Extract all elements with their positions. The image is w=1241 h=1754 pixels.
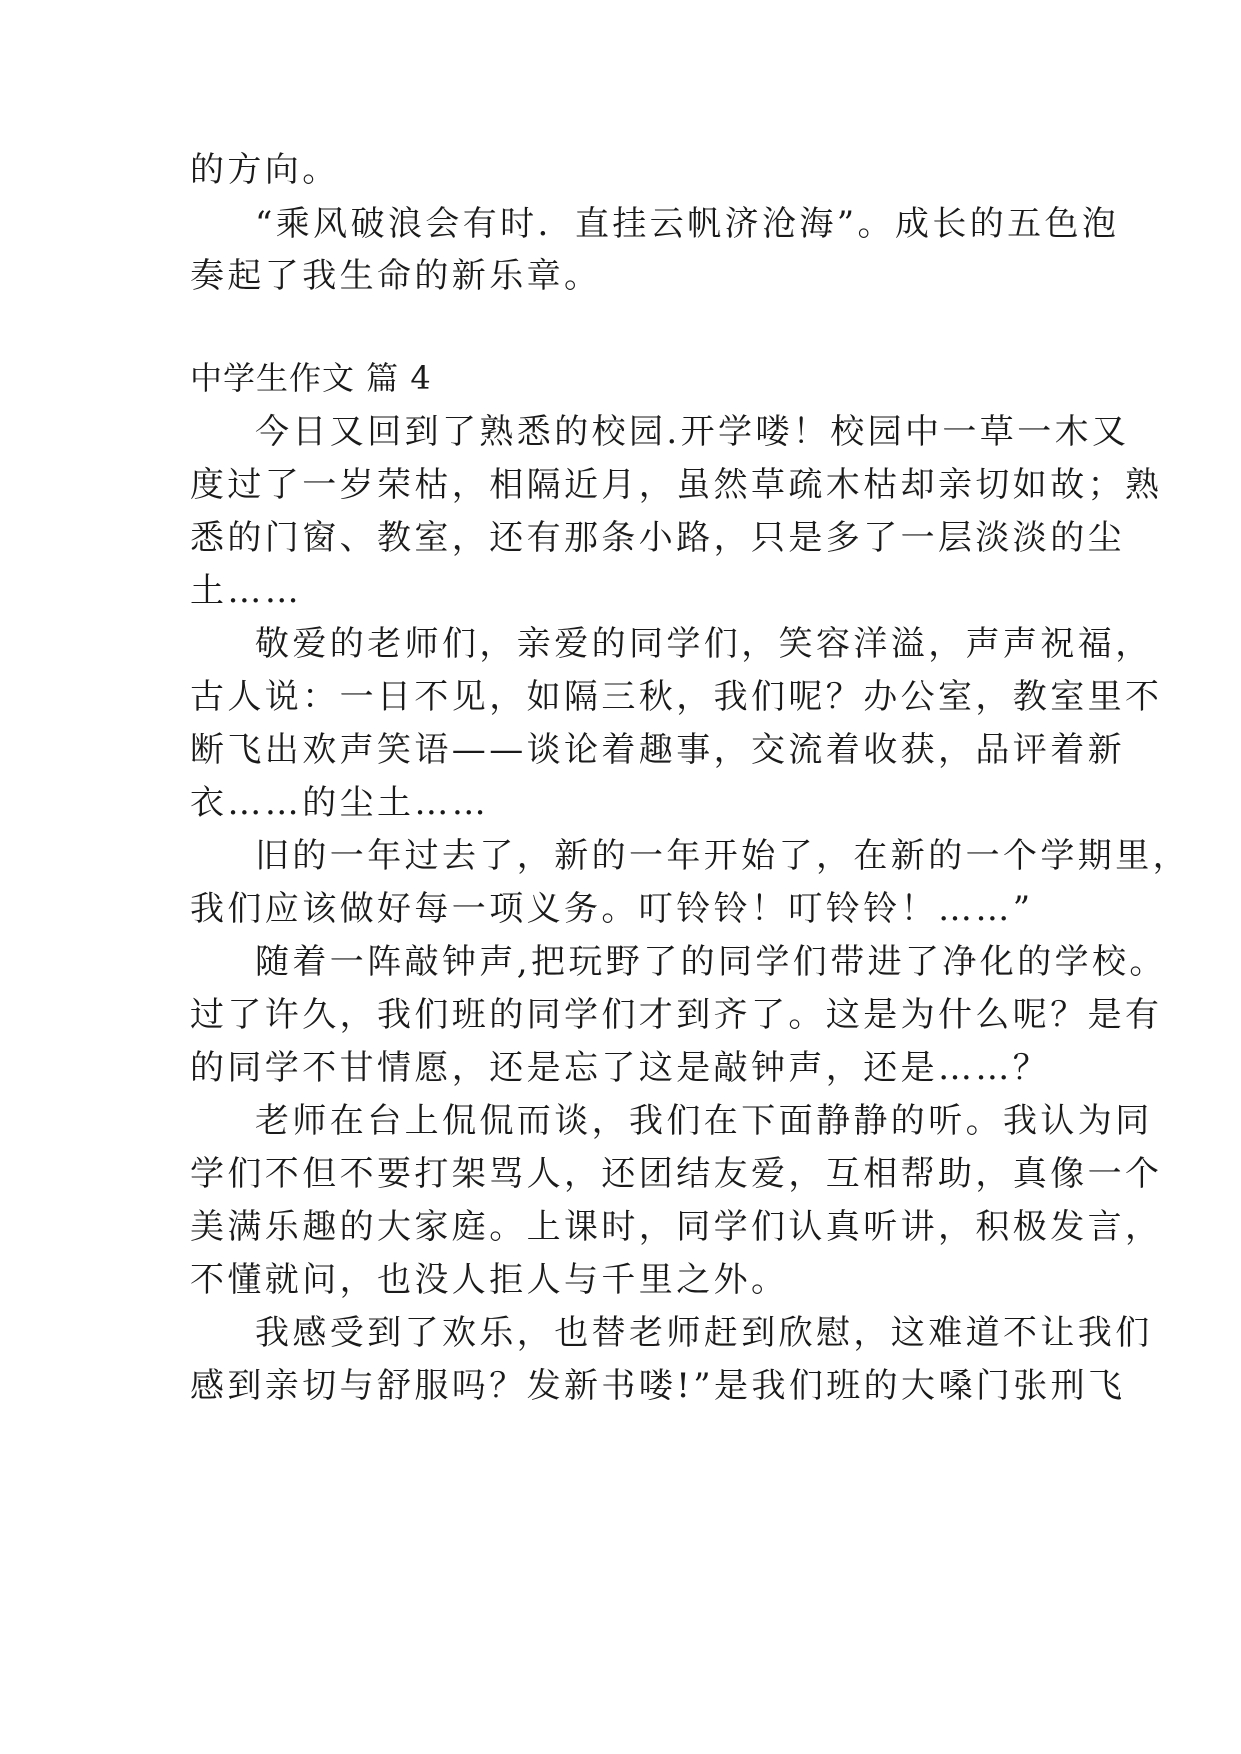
- text-line: 旧的一年过去了，新的一年开始了，在新的一个学期里，: [255, 836, 1190, 876]
- text-line: 老师在台上侃侃而谈，我们在下面静静的听。我认为同: [255, 1101, 1153, 1141]
- text-line: 感到亲切与舒服吗？发新书喽!”是我们班的大嗓门张刑飞: [190, 1366, 1126, 1406]
- text-line: 随着一阵敲钟声,把玩野了的同学们带进了净化的学校。: [255, 942, 1167, 982]
- text-line: 古人说：一日不见，如隔三秋，我们呢？办公室，教室里不: [190, 677, 1163, 717]
- section-heading: 中学生作文 篇 4: [190, 359, 432, 397]
- text-line: 土……: [190, 571, 303, 611]
- text-line: 敬爱的老师们，亲爱的同学们，笑容洋溢，声声祝福，: [255, 624, 1153, 664]
- text-line: 我感受到了欢乐，也替老师赶到欣慰，这难道不让我们: [255, 1313, 1153, 1353]
- text-line: 奏起了我生命的新乐章。: [190, 256, 602, 296]
- text-line: 今日又回到了熟悉的校园.开学喽！校园中一草一木又: [255, 412, 1130, 452]
- text-line: “乘风破浪会有时．直挂云帆济沧海”。成长的五色泡: [255, 204, 1120, 244]
- text-line: 不懂就问，也没人拒人与千里之外。: [190, 1260, 789, 1300]
- text-line: 的同学不甘情愿，还是忘了这是敲钟声，还是……？: [190, 1048, 1051, 1088]
- text-line: 衣……的尘土……: [190, 783, 490, 823]
- text-line: 悉的门窗、教室，还有那条小路，只是多了一层淡淡的尘: [190, 518, 1125, 558]
- text-line: 我们应该做好每一项义务。叮铃铃！叮铃铃！……”: [190, 889, 1034, 929]
- text-line: 度过了一岁荣枯，相隔近月，虽然草疏木枯却亲切如故；熟: [190, 465, 1163, 505]
- text-line: 断飞出欢声笑语——谈论着趣事，交流着收获，品评着新: [190, 730, 1125, 770]
- text-line: 的方向。: [190, 150, 340, 190]
- text-line: 美满乐趣的大家庭。上课时，同学们认真听讲，积极发言，: [190, 1207, 1163, 1247]
- text-line: 过了许久，我们班的同学们才到齐了。这是为什么呢？是有: [190, 995, 1163, 1035]
- text-line: 学们不但不要打架骂人，还团结友爱，互相帮助，真像一个: [190, 1154, 1163, 1194]
